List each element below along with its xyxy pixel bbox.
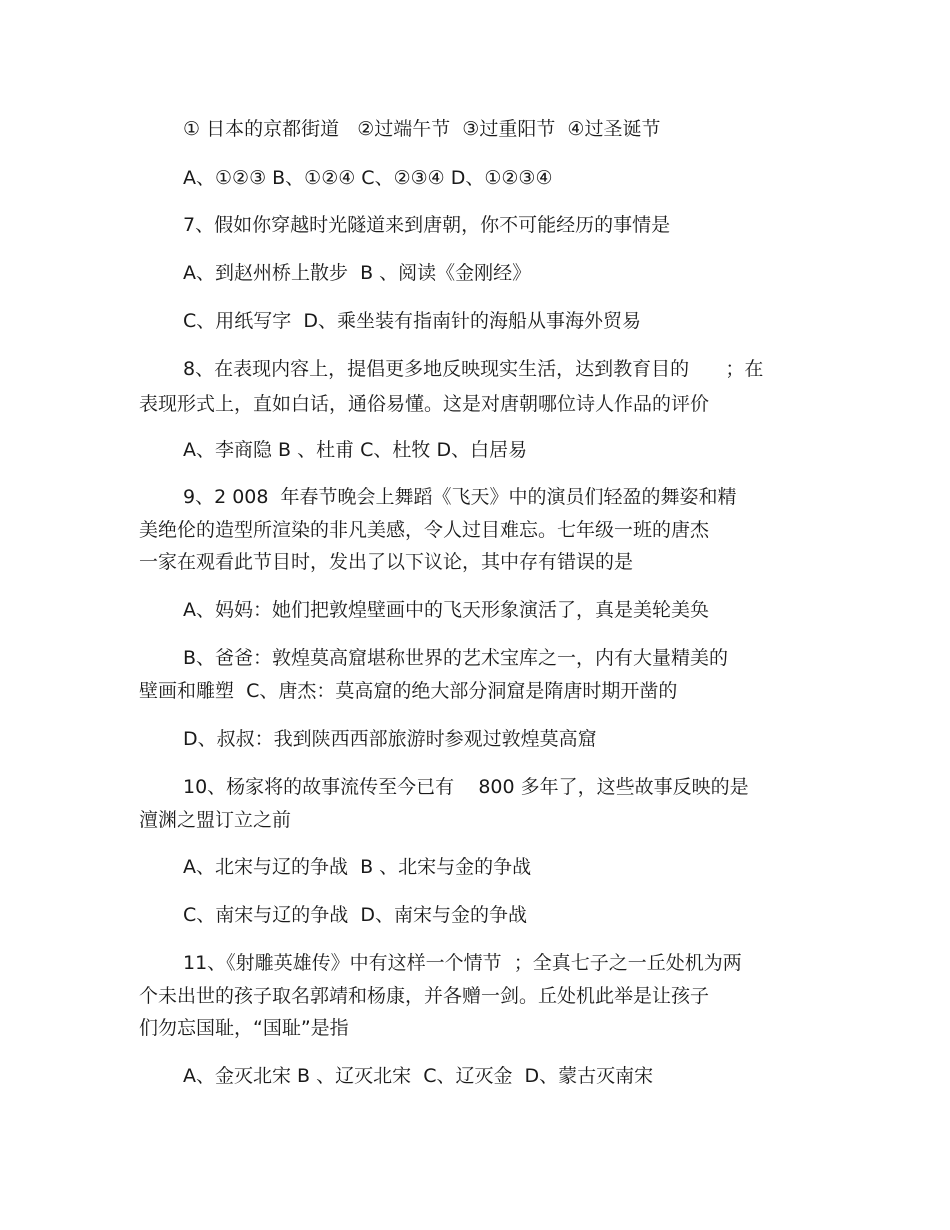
q6-answer-choices: A、①②③ B、①②④ C、②③④ D、①②③④ bbox=[183, 167, 553, 189]
q7-choices-ab: A、到赵州桥上散步 B 、阅读《金刚经》 bbox=[183, 262, 532, 284]
q7-stem: 7、假如你穿越时光隧道来到唐朝，你不可能经历的事情是 bbox=[183, 214, 671, 236]
q9-choice-b-line1: B、爸爸：敦煌莫高窟堪称世界的艺术宝库之一，内有大量精美的 bbox=[183, 647, 729, 669]
q9-stem-line2: 美绝伦的造型所渲染的非凡美感，令人过目难忘。七年级一班的唐杰 bbox=[139, 519, 710, 541]
q10-choices-cd: C、南宋与辽的争战 D、南宋与金的争战 bbox=[183, 904, 527, 926]
q9-stem-line1: 9、2 008 年春节晚会上舞蹈《飞天》中的演员们轻盈的舞姿和精 bbox=[183, 486, 737, 508]
q9-stem-line3: 一家在观看此节目时，发出了以下议论，其中存有错误的是 bbox=[139, 551, 634, 573]
q7-choices-cd: C、用纸写字 D、乘坐装有指南针的海船从事海外贸易 bbox=[183, 310, 641, 332]
q10-stem-line2: 澶渊之盟订立之前 bbox=[139, 809, 292, 831]
q10-stem-line1: 10、杨家将的故事流传至今已有 800 多年了，这些故事反映的是 bbox=[183, 776, 749, 798]
q8-choices: A、李商隐 B 、杜甫 C、杜牧 D、白居易 bbox=[183, 439, 528, 461]
q9-choice-a: A、妈妈：她们把敦煌壁画中的飞天形象演活了，真是美轮美奂 bbox=[183, 599, 709, 621]
q9-choice-d: D、叔叔：我到陕西西部旅游时参观过敦煌莫高窟 bbox=[183, 728, 597, 750]
q11-stem-line3: 们勿忘国耻，“国耻”是指 bbox=[139, 1017, 349, 1039]
q11-choices: A、金灭北宋 B 、辽灭北宋 C、辽灭金 D、蒙古灭南宋 bbox=[183, 1065, 654, 1087]
q11-stem-line2: 个未出世的孩子取名郭靖和杨康，并各赠一剑。丘处机此举是让孩子 bbox=[139, 985, 710, 1007]
q11-stem-line1: 11、《射雕英雄传》中有这样一个情节 ；全真七子之一丘处机为两 bbox=[183, 952, 742, 974]
q8-stem-line1: 8、在表现内容上，提倡更多地反映现实生活，达到教育目的 ；在 bbox=[183, 358, 764, 380]
q10-choices-ab: A、北宋与辽的争战 B 、北宋与金的争战 bbox=[183, 856, 532, 878]
q6-options-items: ① 日本的京都街道 ②过端午节 ③过重阳节 ④过圣诞节 bbox=[183, 118, 661, 140]
q8-stem-line2: 表现形式上，直如白话，通俗易懂。这是对唐朝哪位诗人作品的评价 bbox=[139, 393, 710, 415]
q9-choice-b-line2: 壁画和雕塑 C、唐杰：莫高窟的绝大部分洞窟是隋唐时期开凿的 bbox=[139, 680, 678, 702]
